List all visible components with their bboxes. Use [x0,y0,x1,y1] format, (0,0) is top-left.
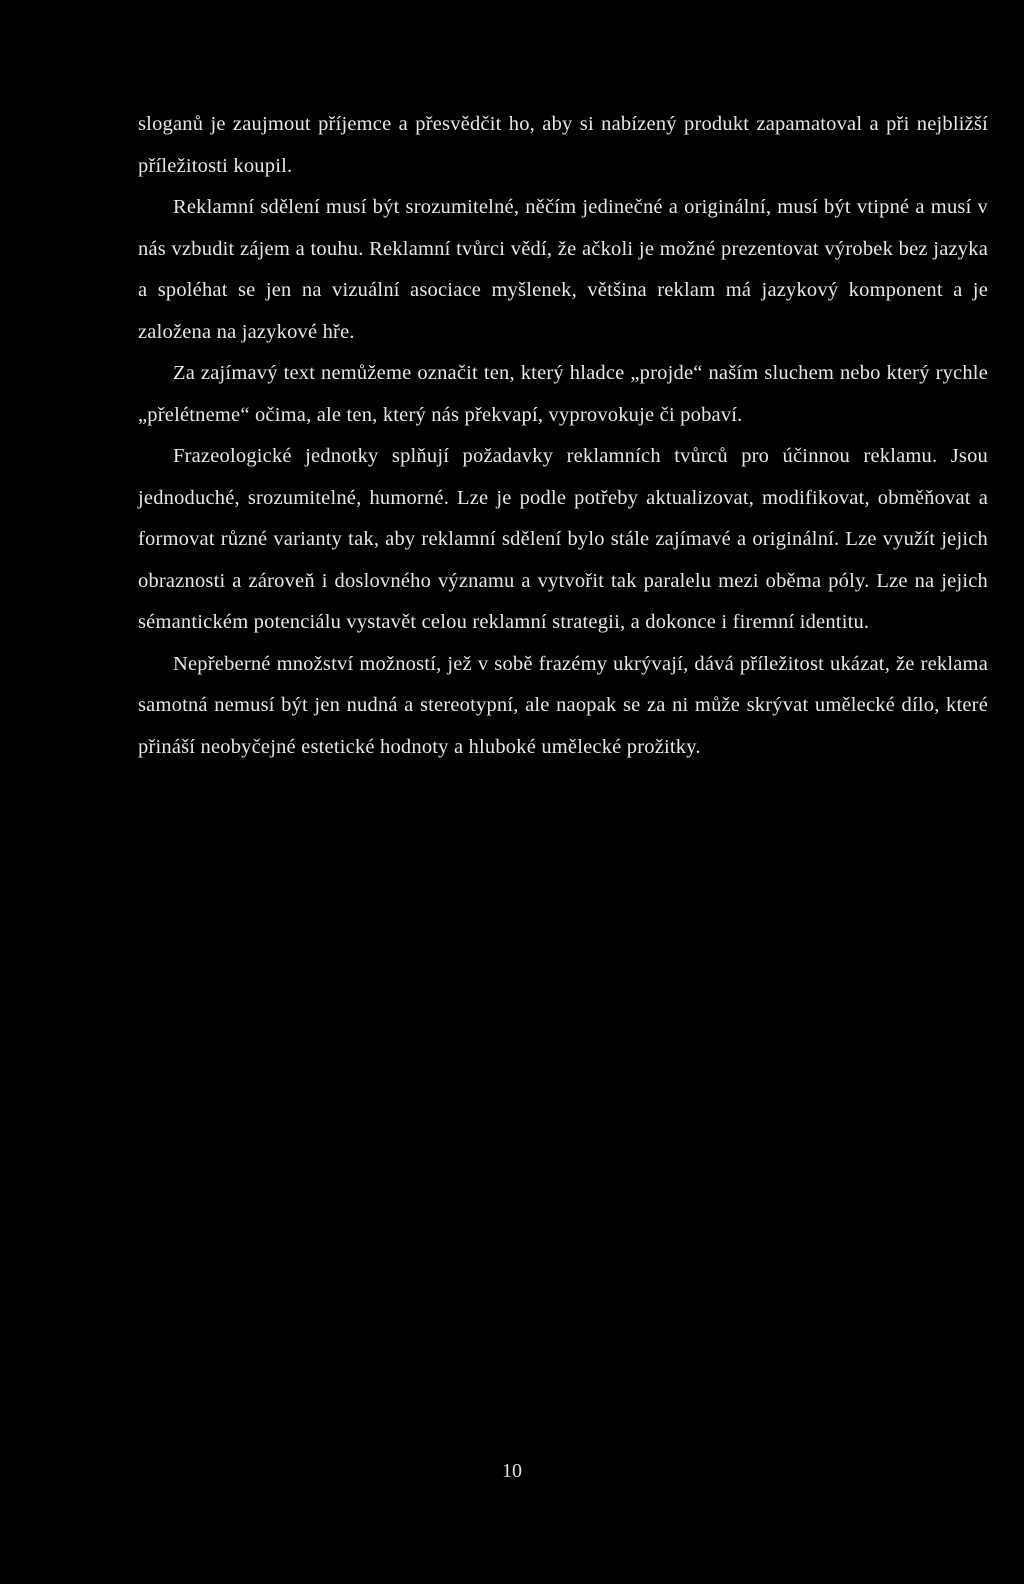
page-number: 10 [502,1460,522,1482]
paragraph-interesting-text: Za zajímavý text nemůžeme označit ten, který hladce „projde“ naším sluchem nebo který rychle „přelétneme“ očima, ale ten, který nás překvapí, vyprovokuje či pobaví. [138,362,988,426]
text-body [138,104,988,768]
paragraph-conclusion: Nepřeberné množství možností, jež v sobě frazémy ukrývají, dává příležitost ukázat, že reklama samotná nemusí být jen nudná a stereotypní, ale naopak se za ni může skrývat umělecké dílo, které přináší neobyčejné estetické hodnoty a hluboké umělecké prožitky. [138,652,988,758]
paragraph-phraseological-units: Frazeologické jednotky splňují požadavky reklamních tvůrců pro účinnou reklamu. Jsou jednoduché, srozumitelné, humorné. Lze je podle potřeby aktualizovat, modifikovat, obměňovat a formovat různé varianty tak, aby reklamní sdělení bylo stále zajímavé a originální. Lze využít jejich obraznosti a zároveň i doslovného významu a vytvořit tak paralelu mezi oběma póly. Lze na jejich sémantickém potenciálu vystavět celou reklamní strategii, a dokonce i firemní identitu. [138,445,988,633]
paragraph-advertising-message: Reklamní sdělení musí být srozumitelné, něčím jedinečné a originální, musí být vtipné a musí v nás vzbudit zájem a touhu. Reklamní tvůrci vědí, že ačkoli je možné prezentovat výrobek bez jazyka a spoléhat se jen na vizuální asociace myšlenek, většina reklam má jazykový komponent a je založena na jazykové hře. [138,196,988,343]
paragraph-continuation: sloganů je zaujmout příjemce a přesvědčit ho, aby si nabízený produkt zapamatoval a při nejbližší příležitosti koupil. [138,113,988,177]
